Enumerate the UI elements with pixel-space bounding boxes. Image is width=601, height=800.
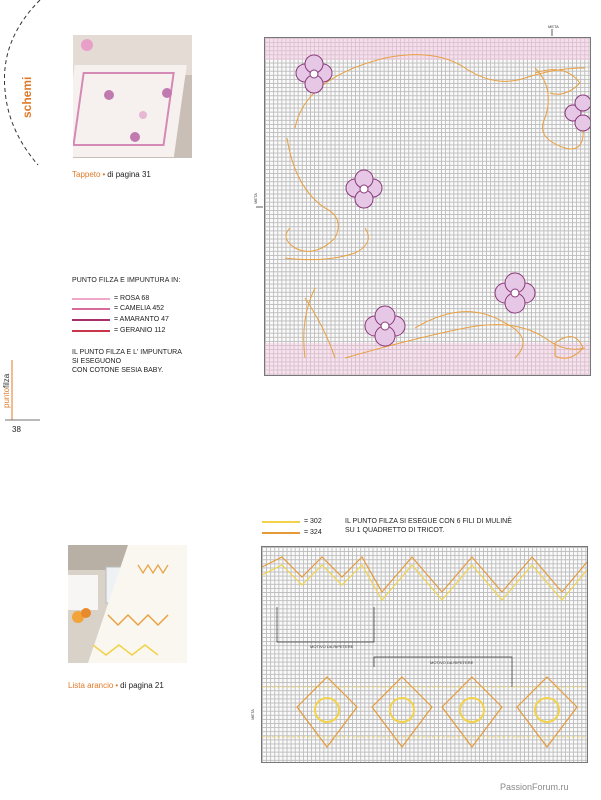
repeat-label-2: MOTIVO DA RIPETERE [430,660,474,665]
repeat-label-1: MOTIVO DA RIPETERE [310,644,354,649]
rug-photo [73,35,192,158]
note-line: SI ESEGUONO [72,358,122,365]
table-runner-photo [68,545,187,663]
legend-label: = AMARANTO 47 [114,316,169,323]
meta-left-label: META [252,193,258,204]
legend-label: = GERANIO 112 [114,327,166,334]
legend-swatch [262,521,300,523]
note-line: IL PUNTO FILZA E L' IMPUNTURA [72,349,182,356]
watermark: PassionForum.ru [500,782,569,792]
page-number: 38 [12,425,21,434]
brand-label [2,374,11,408]
legend-swatch [72,298,110,300]
legend-swatch [72,308,110,310]
legend-label: = 302 [304,518,322,525]
rug-pattern-drawing [265,38,590,375]
runner-pattern-drawing [262,547,587,762]
note-line: IL PUNTO FILZA SI ESEGUE CON 6 FILI DI MULINÈ [345,518,512,525]
legend-swatch [72,330,110,332]
brand-prefix: punto [2,387,11,408]
legend-row-302 [262,518,322,525]
runner-pattern-chart [261,546,588,763]
meta-top-label: META [548,24,559,29]
brand-suffix: filza [2,373,11,388]
legend-label: = 324 [304,529,322,536]
runner-caption: Lista arancio • di pagina 21 [68,681,164,690]
legend-swatch [262,532,300,534]
rug-caption-title: Tappeto [72,170,101,179]
legend-swatch [72,319,110,321]
legend-label: = ROSA 68 [114,295,150,302]
bottom-note [345,517,512,535]
runner-caption-title: Lista arancio [68,681,114,690]
legend-row-rosa [72,295,149,302]
rug-caption-suffix: di pagina 31 [107,170,151,179]
legend-row-camelia [72,305,164,312]
rug-caption: Tappeto • di pagina 31 [72,170,151,179]
legend-row-324 [262,529,322,536]
top-note [72,348,182,375]
meta-bottom-label: META [249,709,255,720]
runner-caption-suffix: di pagina 21 [120,681,164,690]
top-legend-title: PUNTO FILZA E IMPUNTURA IN: [72,277,181,284]
legend-row-geranio [72,327,165,334]
note-line: SU 1 QUADRETTO DI TRICOT. [345,527,445,534]
note-line: CON COTONE SESIA BABY. [72,367,164,374]
section-label: schemi [20,76,34,118]
legend-row-amaranto [72,316,169,323]
legend-label: = CAMELIA 452 [114,305,165,312]
rug-pattern-chart [264,37,591,376]
